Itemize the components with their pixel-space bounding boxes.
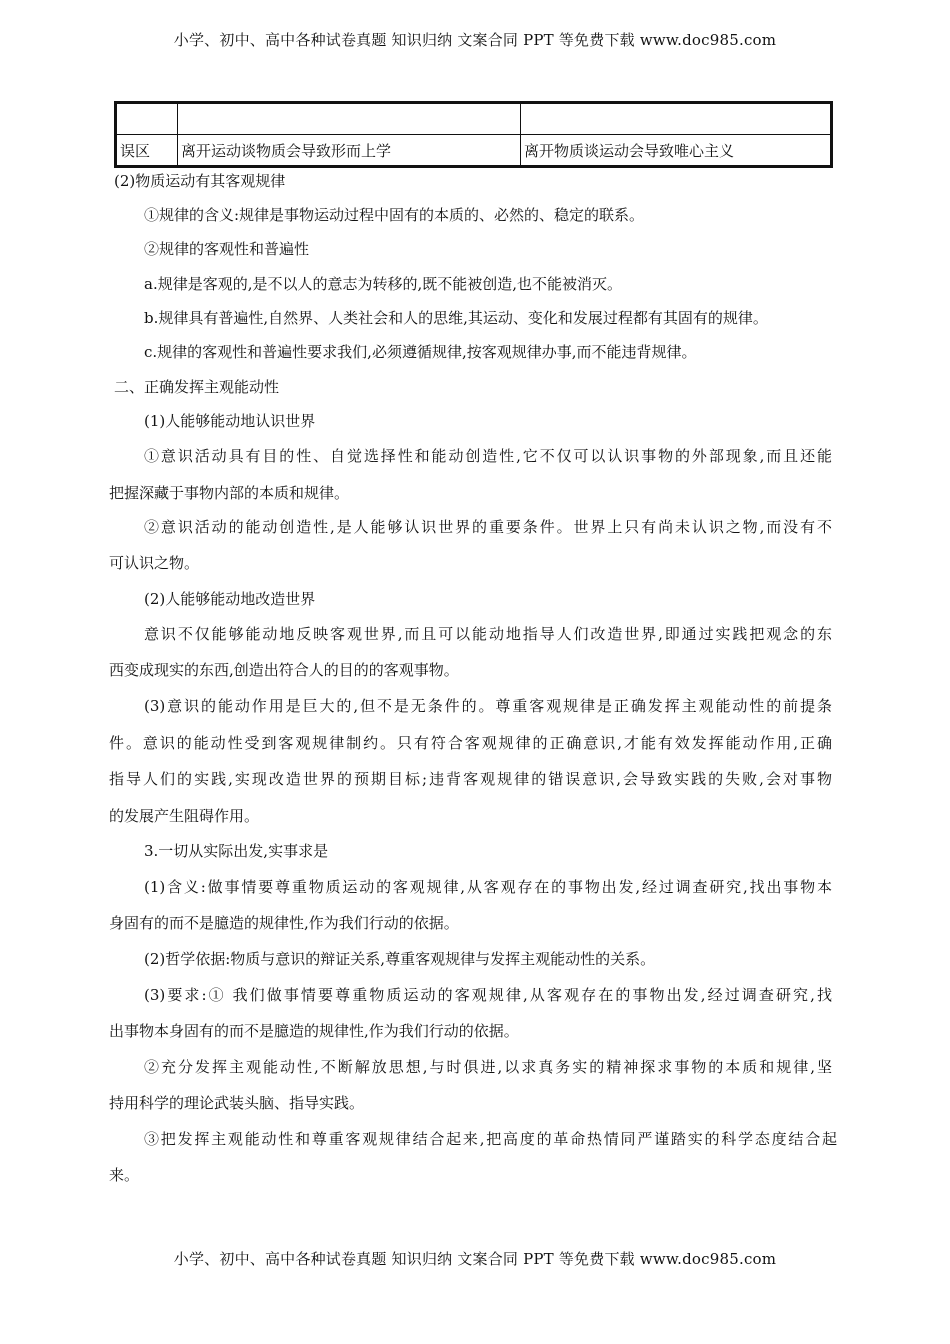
- table-cell: 离开物质谈运动会导致唯心主义: [521, 135, 832, 167]
- paragraph-line: ①规律的含义:规律是事物运动过程中固有的本质的、必然的、稳定的联系。: [144, 206, 645, 224]
- paragraph-line: 持用科学的理论武装头脑、指导实践。: [109, 1094, 365, 1112]
- table-cell-label: 误区: [116, 135, 178, 167]
- paragraph-line: b.规律具有普遍性,自然界、人类社会和人的思维,其运动、变化和发展过程都有其固有的规律。: [144, 309, 768, 327]
- section-heading: 二、正确发挥主观能动性: [114, 378, 280, 396]
- page-header: 小学、初中、高中各种试卷真题 知识归纳 文案合同 PPT 等免费下载 www.doc985.com: [173, 31, 777, 49]
- paragraph-line: ②规律的客观性和普遍性: [144, 240, 310, 258]
- numbered-heading: 3.一切从实际出发,实事求是: [144, 842, 329, 860]
- paragraph-line: (3)意识的能动作用是巨大的,但不是无条件的。尊重客观规律是正确发挥主观能动性的前提条: [144, 697, 832, 715]
- table-row: [116, 135, 832, 167]
- subheading: (2)物质运动有其客观规律: [114, 172, 286, 190]
- paragraph-line: a.规律是客观的,是不以人的意志为转移的,既不能被创造,也不能被消灭。: [144, 275, 623, 293]
- table-cell: 离开运动谈物质会导致形而上学: [178, 135, 521, 167]
- table-cell: [116, 103, 178, 135]
- paragraph-line: ①意识活动具有目的性、自觉选择性和能动创造性,它不仅可以认识事物的外部现象,而且还能: [144, 447, 832, 465]
- table-row: [116, 103, 832, 135]
- paragraph-line: 的发展产生阻碍作用。: [109, 807, 260, 825]
- page-footer: 小学、初中、高中各种试卷真题 知识归纳 文案合同 PPT 等免费下载 www.doc985.com: [173, 1250, 777, 1268]
- paragraph-line: c.规律的客观性和普遍性要求我们,必须遵循规律,按客观规律办事,而不能违背规律。: [144, 343, 697, 361]
- misconception-table: [114, 101, 833, 168]
- paragraph-line: 件。意识的能动性受到客观规律制约。只有符合客观规律的正确意识,才能有效发挥能动作用,正确: [109, 734, 832, 752]
- paragraph-line: 来。: [109, 1166, 140, 1184]
- paragraph-line: (1)含义:做事情要尊重物质运动的客观规律,从客观存在的事物出发,经过调查研究,找出事物本: [144, 878, 832, 896]
- paragraph-line: ②意识活动的能动创造性,是人能够认识世界的重要条件。世界上只有尚未认识之物,而没有不: [144, 518, 832, 536]
- paragraph-line: 身固有的而不是臆造的规律性,作为我们行动的依据。: [109, 914, 459, 932]
- table-cell: [521, 103, 832, 135]
- paragraph-line: (3)要求:① 我们做事情要尊重物质运动的客观规律,从客观存在的事物出发,经过调查研究,找: [144, 986, 832, 1004]
- subheading: (2)人能够能动地改造世界: [144, 590, 316, 608]
- table-cell: [178, 103, 521, 135]
- paragraph-line: 出事物本身固有的而不是臆造的规律性,作为我们行动的依据。: [109, 1022, 519, 1040]
- paragraph-line: ③把发挥主观能动性和尊重客观规律结合起来,把高度的革命热情同严谨踏实的科学态度结合起: [144, 1130, 837, 1148]
- paragraph-line: 可认识之物。: [109, 554, 200, 572]
- paragraph-line: 指导人们的实践,实现改造世界的预期目标;违背客观规律的错误意识,会导致实践的失败,会对事物: [109, 770, 832, 788]
- paragraph-line: 意识不仅能够能动地反映客观世界,而且可以能动地指导人们改造世界,即通过实践把观念的东: [144, 625, 832, 643]
- paragraph-line: (2)哲学依据:物质与意识的辩证关系,尊重客观规律与发挥主观能动性的关系。: [144, 950, 656, 968]
- subheading: (1)人能够能动地认识世界: [144, 412, 316, 430]
- paragraph-line: ②充分发挥主观能动性,不断解放思想,与时俱进,以求真务实的精神探求事物的本质和规律,坚: [144, 1058, 832, 1076]
- paragraph-line: 西变成现实的东西,创造出符合人的目的的客观事物。: [109, 661, 459, 679]
- paragraph-line: 把握深藏于事物内部的本质和规律。: [109, 484, 350, 502]
